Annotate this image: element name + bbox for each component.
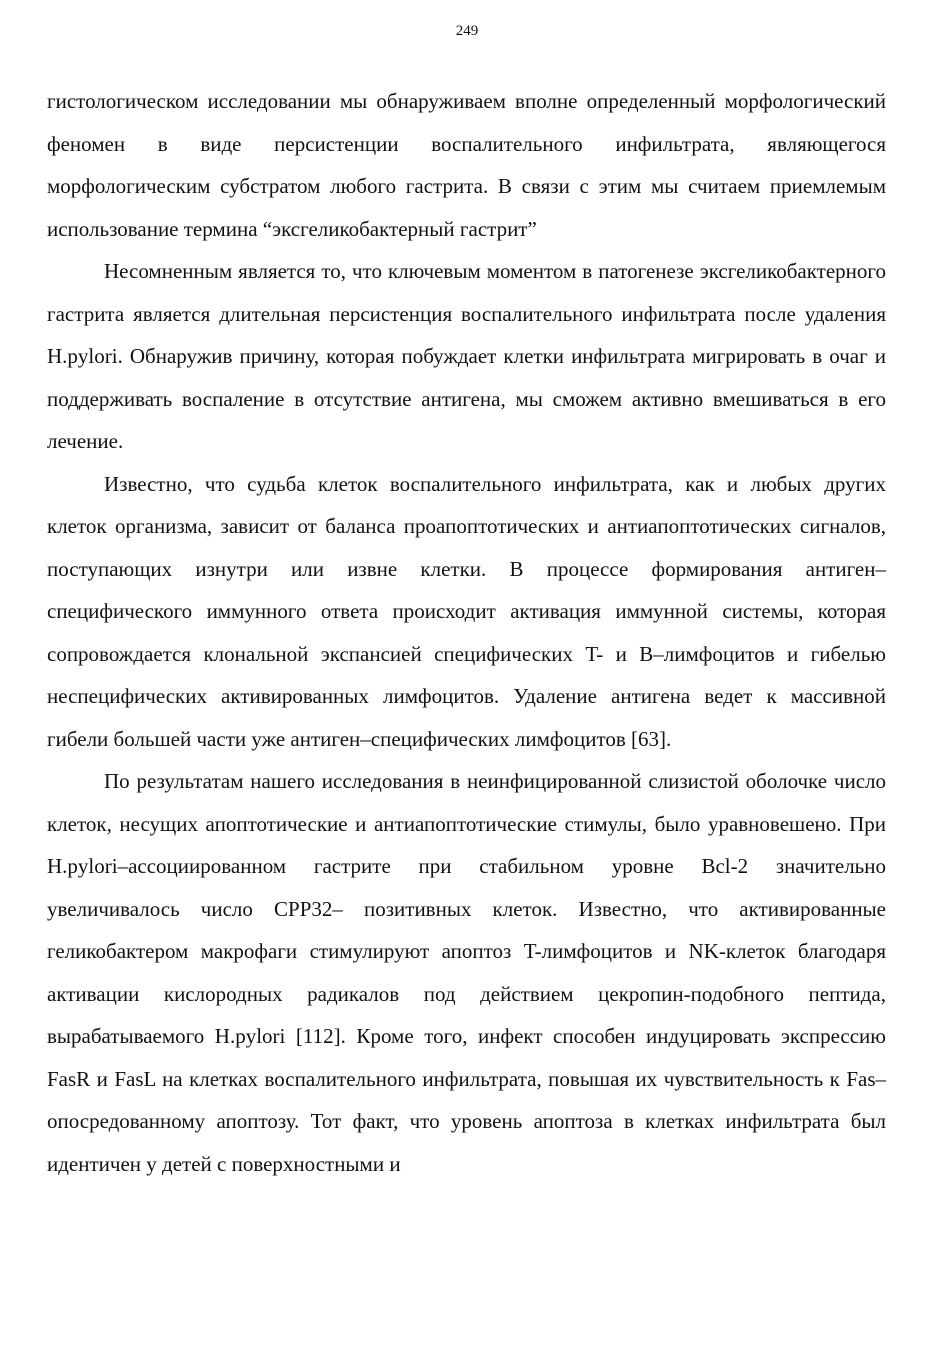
paragraph: Известно, что судьба клеток воспалительного инфильтрата, как и любых других клеток организма, зависит от баланса проапоптотических и антиапоптотических сигналов, поступающих изнутри или извне клетки. В процессе формирования антиген–специфического иммунного ответа происходит активация иммунной системы, которая сопровождается клональной экспансией специфических T- и B–лимфоцитов и гибелью неспецифических активированных лимфоцитов. Удаление антигена ведет к массивной гибели большей части уже антиген–специфических лимфоцитов [63]. <box>47 471 886 751</box>
paragraph: По результатам нашего исследования в неинфицированной слизистой оболочке число клеток, несущих апоптотические и антиапоптотические стимулы, было уравновешено. При H.pylori–ассоциированном гастрите при стабильном уровне Bcl-2 значительно увеличивалось число CPP32– позитивных клеток. Известно, что активированные геликобактером макрофаги стимулируют апоптоз T-лимфоцитов и NK-клеток благодаря активации кислородных радикалов под действием цекропин-подобного пептида, вырабатываемого H.pylori [112]. Кроме того, инфект способен индуцировать экспрессию FasR и FasL на клетках воспалительного инфильтрата, повышая их чувствительность к Fas–опосредованному апоптозу. Тот факт, что уровень апоптоза в клетках инфильтрата был идентичен у детей с поверхностными и <box>47 769 886 1176</box>
paragraph: Несомненным является то, что ключевым моментом в патогенезе эксгеликобактерного гастрита является длительная персистенция воспалительного инфильтрата после удаления H.pylori. Обнаружив причину, которая побуждает клетки инфильтрата мигрировать в очаг и поддерживать воспаление в отсутствие антигена, мы сможем активно вмешиваться в его лечение. <box>47 259 886 453</box>
document-body <box>47 80 886 1185</box>
paragraph-continuation: гистологическом исследовании мы обнаруживаем вполне определенный морфологический феномен в виде персистенции воспалительного инфильтрата, являющегося морфологическим субстратом любого гастрита. В связи с этим мы считаем приемлемым использование термина “эксгеликобактерный гастрит” <box>47 89 886 241</box>
page-number: 249 <box>455 23 479 39</box>
